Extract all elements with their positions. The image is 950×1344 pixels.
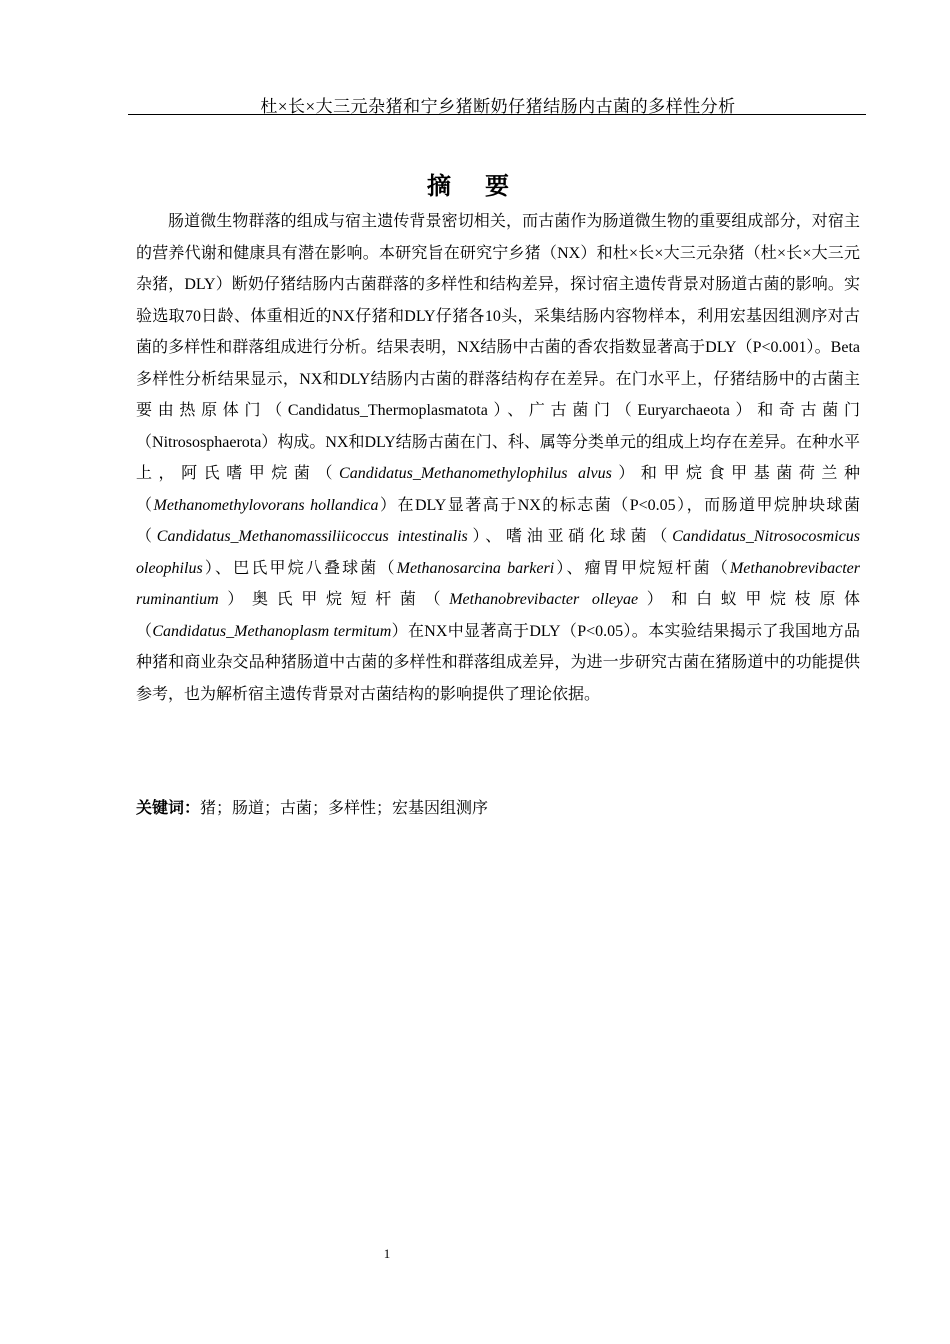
abstract-text-segment: ）、巴氏甲烷八叠球菌（ (202, 559, 397, 577)
species-name: Methanomethylovorans hollandica (153, 496, 379, 514)
species-name: Candidatus_Methanoplasm termitum (152, 622, 392, 640)
species-name: Candidatus_Nitrosocosmicus oleophilus (136, 528, 860, 577)
keywords-label: 关键词： (136, 800, 201, 817)
page-number: 1 (383, 1246, 391, 1261)
abstract-text-segment: ）、嗜油亚硝化球菌（ (467, 528, 673, 545)
abstract-text-segment: ）奥氏甲烷短杆菌（ (218, 591, 450, 608)
species-name: Methanosarcina barkeri (396, 559, 555, 577)
abstract-heading: 摘 要 (427, 174, 523, 200)
header-divider (128, 114, 866, 115)
abstract-text-segment: ）和甲烷食甲基菌荷兰种（ (136, 465, 860, 514)
species-name: Methanobrevibacter ruminantium (136, 559, 860, 608)
abstract-text-segment: ）、瘤胃甲烷短杆菌（ (554, 559, 730, 577)
running-header: 杜×长×大三元杂猪和宁乡猪断奶仔猪结肠内古菌的多样性分析 (260, 97, 736, 116)
species-name: Candidatus_Methanomethylophilus alvus (339, 465, 612, 482)
abstract-text-segment: 肠道微生物群落的组成与宿主遗传背景密切相关，而古菌作为肠道微生物的重要组成部分，对宿主的营养代谢和健康具有潜在影响。本研究旨在研究宁乡猪（NX）和杜×长×大三元杂猪（杜×长×大三元杂猪，DLY）断奶仔猪结肠内古菌群落的多样性和结构差异，探讨宿主遗传背景对肠道古菌的影响。实验选取70日龄、体重相近的NX仔猪和DLY仔猪各10头，采集结肠内容物样本，利用宏基因组测序对古菌的多样性和群落组成进行分析。结果表明，NX结肠中古菌的香农指数显著高于DLY（P<0.001）。Beta多样性分析结果显示，NX和DLY结肠内古菌的群落结构存在差异。在门水平上，仔猪结肠中的古菌主要由热原体门（Candidatus_Thermoplasmatota）、广古菌门（Euryarchaeota）和奇古菌门（Nitrososphaerota）构成。NX和DLY结肠古菌在门、科、属等分类单元的组成上均存在差异。在种水平上，阿氏嗜甲烷菌（ (136, 213, 860, 482)
keywords-line (136, 797, 860, 821)
abstract-text-segment: ）在NX中显著高于DLY（P<0.05）。本实验结果揭示了我国地方品种猪和商业杂交品种猪肠道中古菌的多样性和群落组成差异，为进一步研究古菌在猪肠道中的功能提供参考，也为解析宿主遗传背景对古菌结构的影响提供了理论依据。 (136, 622, 860, 703)
abstract-text-segment: ）在DLY显著高于NX的标志菌（P<0.05），而肠道甲烷肿块球菌（ (136, 496, 860, 545)
species-name: Methanobrevibacter olleyae (449, 591, 639, 608)
abstract-body (136, 206, 860, 710)
keywords-text: 猪；肠道；古菌；多样性；宏基因组测序 (200, 800, 489, 817)
species-name: Candidatus_Methanomassiliicoccus intestinalis (156, 528, 468, 545)
abstract-text-segment: ）和白蚁甲烷枝原体（ (136, 591, 860, 640)
